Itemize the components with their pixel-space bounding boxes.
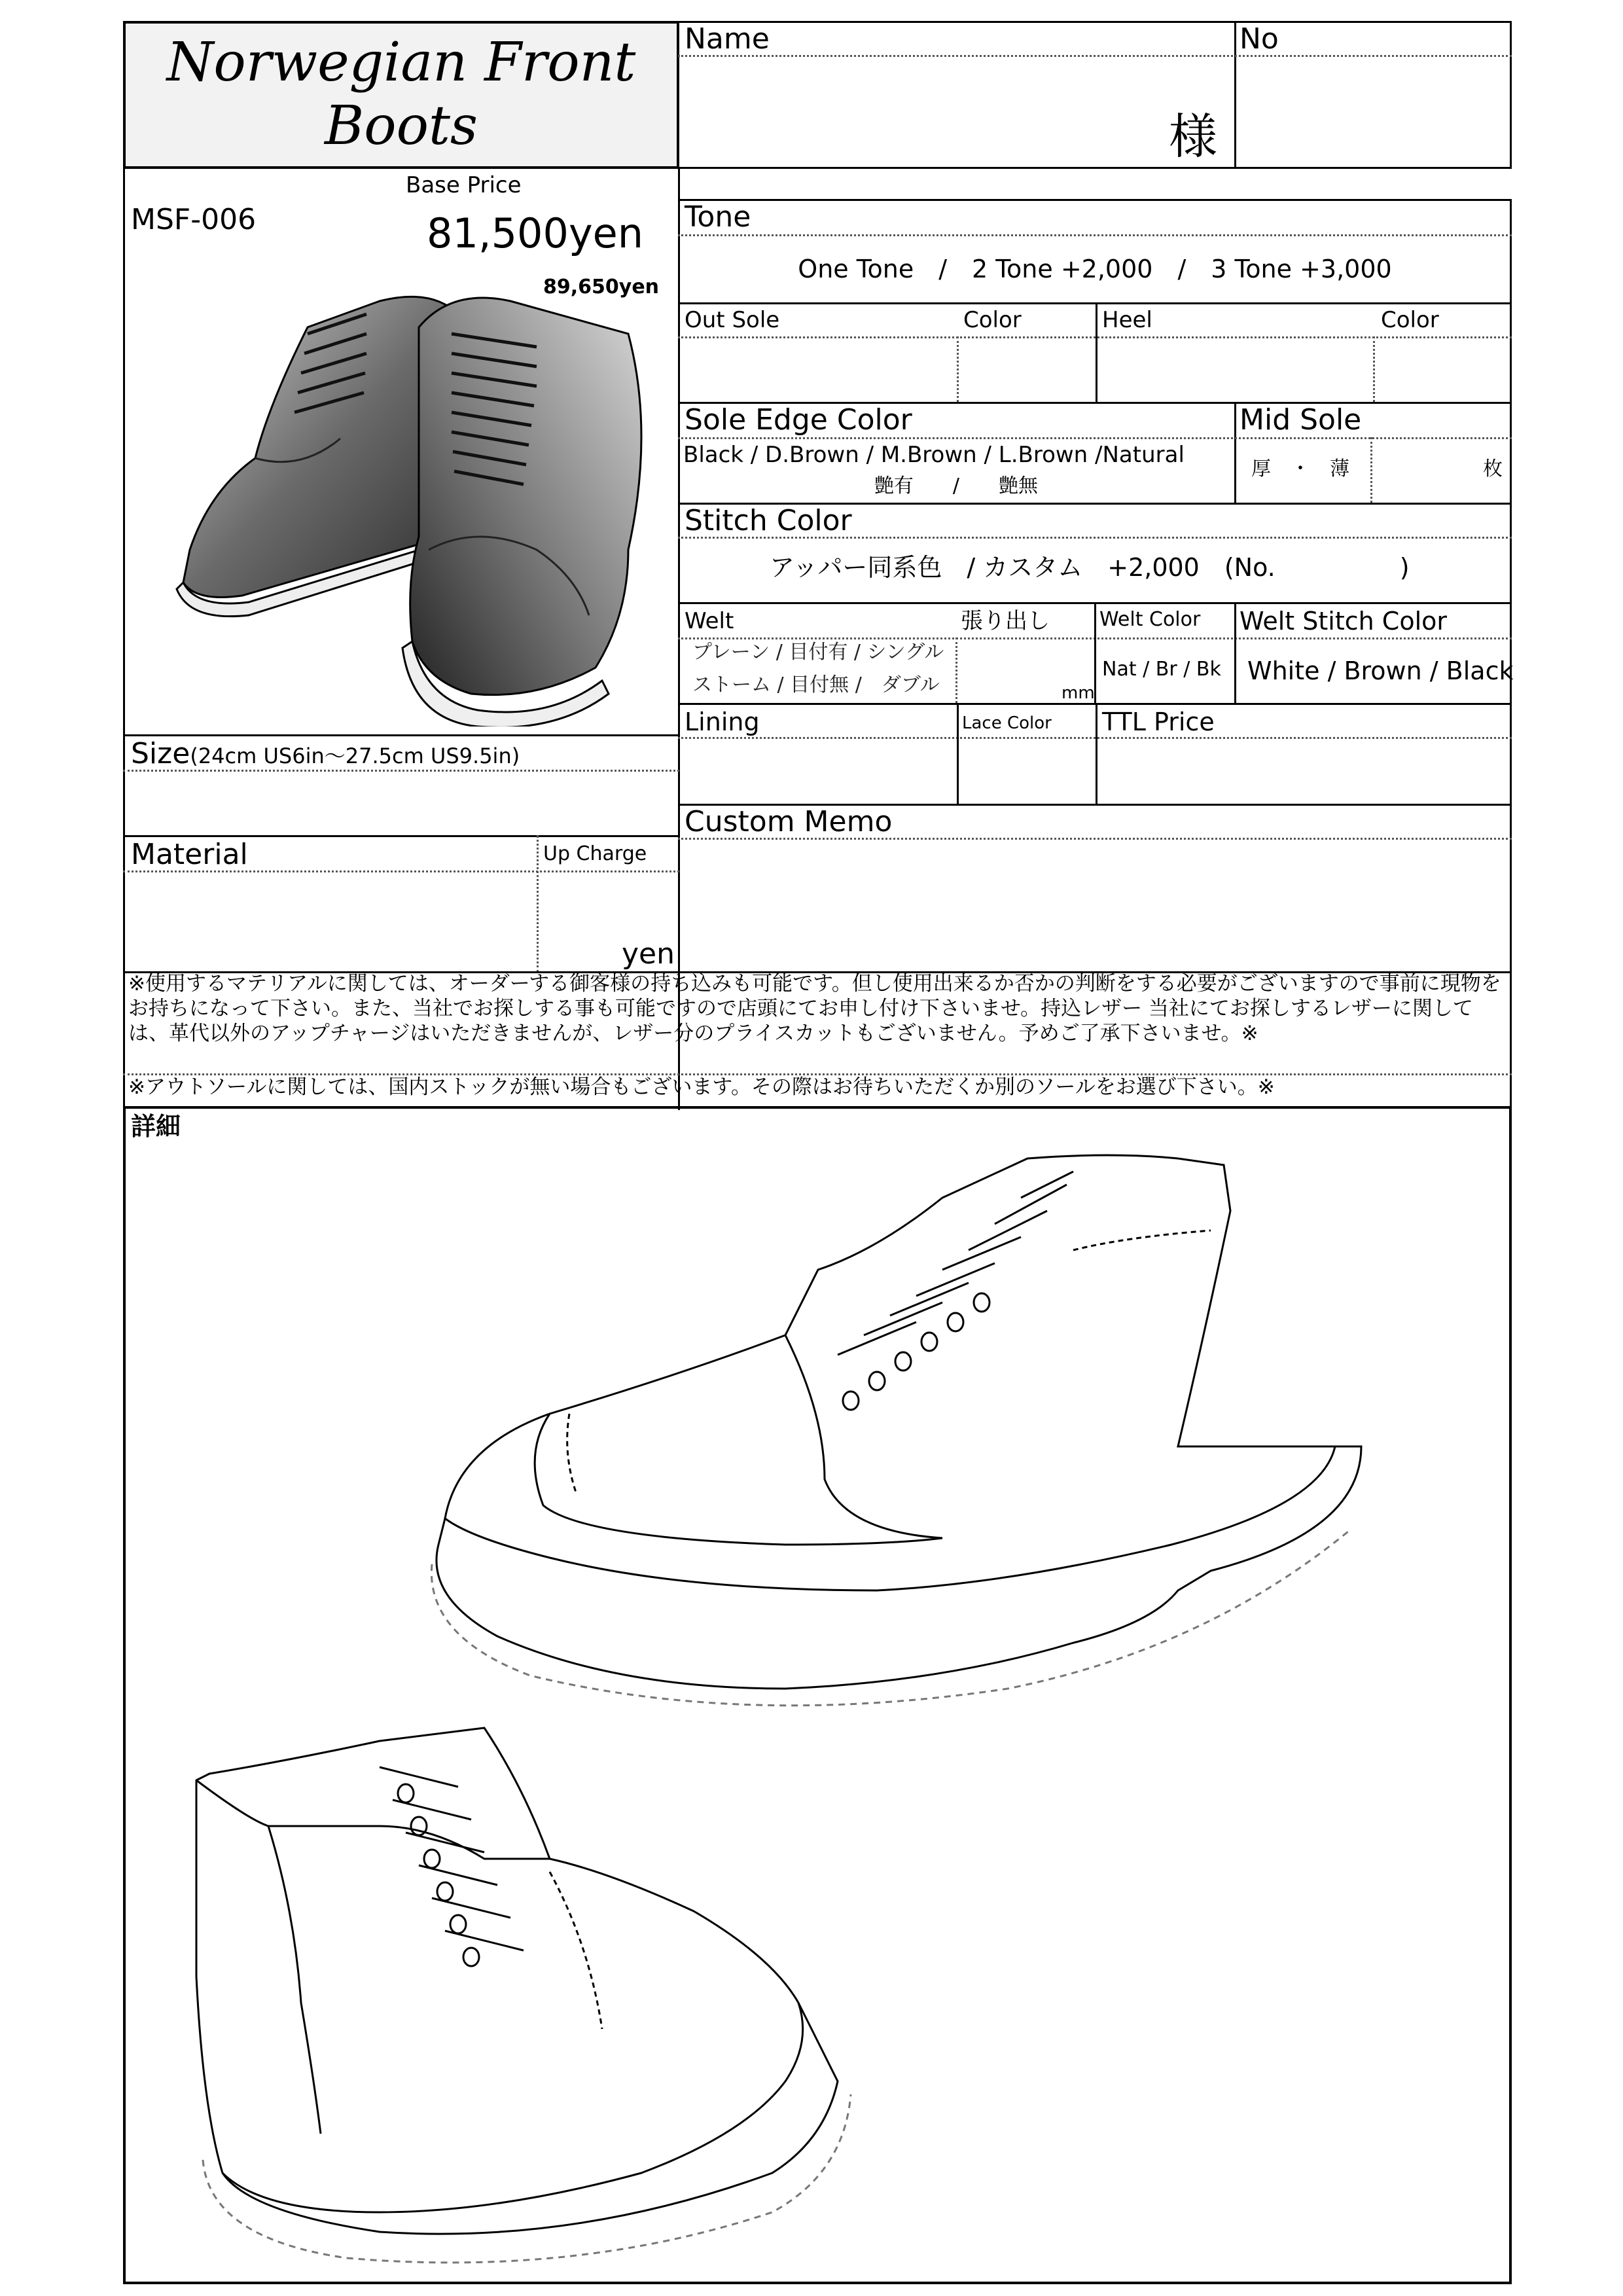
size-label: [131, 737, 520, 770]
boot-sketch-upper: [419, 1139, 1400, 1728]
product-photo: [170, 275, 668, 726]
base-price-label: Base Price: [406, 172, 522, 198]
product-code: MSF-006: [131, 203, 257, 236]
outsole-note: ※アウトソールに関しては、国内ストックが無い場合もございます。その際はお待ちいただくか別のソールをお選び下さい。※: [128, 1075, 1275, 1099]
front-boot-icon: [402, 298, 641, 726]
welt-label: Welt: [685, 608, 734, 634]
heel-label: Heel: [1102, 307, 1152, 333]
welt-color-label: Welt Color: [1099, 608, 1201, 631]
tone-label: Tone: [685, 200, 751, 234]
mid-sole-thickness[interactable]: 厚 ・ 薄: [1251, 457, 1349, 480]
welt-options-row2[interactable]: ストーム / 目付無 / ダブル: [692, 673, 940, 696]
lining-label: Lining: [685, 708, 760, 736]
mid-sole-label: Mid Sole: [1240, 403, 1362, 437]
form-title: [123, 31, 679, 158]
stitch-color-options[interactable]: アッパー同系色 / カスタム +2,000 (No. ): [770, 553, 1410, 582]
out-sole-field[interactable]: [681, 339, 954, 399]
ttl-price-label: TTL Price: [1102, 708, 1215, 736]
size-field[interactable]: [126, 772, 675, 833]
form-title-line2: Boots: [324, 94, 478, 157]
out-sole-label: Out Sole: [685, 307, 780, 333]
welt-options-row1[interactable]: プレーン / 目付有 / シングル: [692, 641, 944, 664]
heel-color-label: Color: [1381, 307, 1439, 333]
yen-unit: yen: [622, 937, 675, 971]
name-label: Name: [685, 22, 770, 56]
custom-memo-field[interactable]: [681, 840, 1508, 971]
tax-price: 89,650yen: [543, 276, 660, 298]
material-note: ※使用するマテリアルに関しては、オーダーする御客様の持ち込みも可能です。但し使用出来るか否かの判断をする必要がございますので事前に現物をお持ちになって下さい。また、当社でお探しする事も可能ですので店頭にてお申し付け下さいませ。持込レザー 当社にてお探しするレザーに関しては、革代以外のアップチャージはいただきませんが、レザー分のプライスカットもございません。予めご了承下さいませ。※: [128, 972, 1501, 1045]
welt-color-options[interactable]: Nat / Br / Bk: [1102, 658, 1221, 681]
out-sole-color-field[interactable]: [959, 339, 1093, 399]
heel-color-field[interactable]: [1376, 339, 1508, 399]
heel-field[interactable]: [1098, 339, 1370, 399]
lace-color-field[interactable]: [959, 740, 1093, 801]
welt-stitch-color-label: Welt Stitch Color: [1240, 607, 1448, 636]
detail-label: 詳細: [131, 1112, 181, 1141]
sole-edge-color-options[interactable]: Black / D.Brown / M.Brown / L.Brown /Natural: [683, 442, 1185, 468]
base-price: 81,500yen: [427, 209, 644, 257]
stitch-color-label: Stitch Color: [685, 504, 852, 537]
order-no-field[interactable]: [1238, 59, 1508, 165]
boot-sketch-lower: [183, 1715, 1034, 2278]
out-sole-color-label: Color: [963, 307, 1022, 333]
welt-harIdashi-field[interactable]: [959, 640, 1058, 700]
custom-memo-label: Custom Memo: [685, 805, 893, 838]
welt-stitch-color-options[interactable]: White / Brown / Black: [1247, 656, 1514, 685]
no-label: No: [1240, 22, 1279, 56]
material-field[interactable]: [126, 873, 534, 969]
welt-mm-unit: mm: [1061, 683, 1095, 703]
ttl-price-field[interactable]: [1098, 740, 1508, 801]
lace-color-label: Lace Color: [962, 713, 1052, 733]
mid-sole-unit: 枚: [1483, 457, 1503, 480]
lining-field[interactable]: [681, 740, 954, 801]
form-title-line1: Norwegian Front: [166, 31, 636, 94]
honorific-sama: 様: [1169, 109, 1217, 165]
mid-sole-count-field[interactable]: [1374, 440, 1479, 500]
customer-name-field[interactable]: [681, 59, 1230, 165]
sole-edge-finish-options[interactable]: 艶有 / 艶無: [874, 475, 1039, 497]
size-range: (24cm US6in～27.5cm US9.5in): [190, 744, 520, 768]
up-charge-label: Up Charge: [543, 842, 647, 865]
size-label-text: Size: [131, 737, 190, 770]
sole-edge-color-label: Sole Edge Color: [685, 403, 912, 437]
welt-harIdashi-label: 張り出し: [961, 608, 1050, 634]
tone-options[interactable]: One Tone / 2 Tone +2,000 / 3 Tone +3,000: [798, 255, 1392, 283]
material-label: Material: [131, 838, 248, 871]
